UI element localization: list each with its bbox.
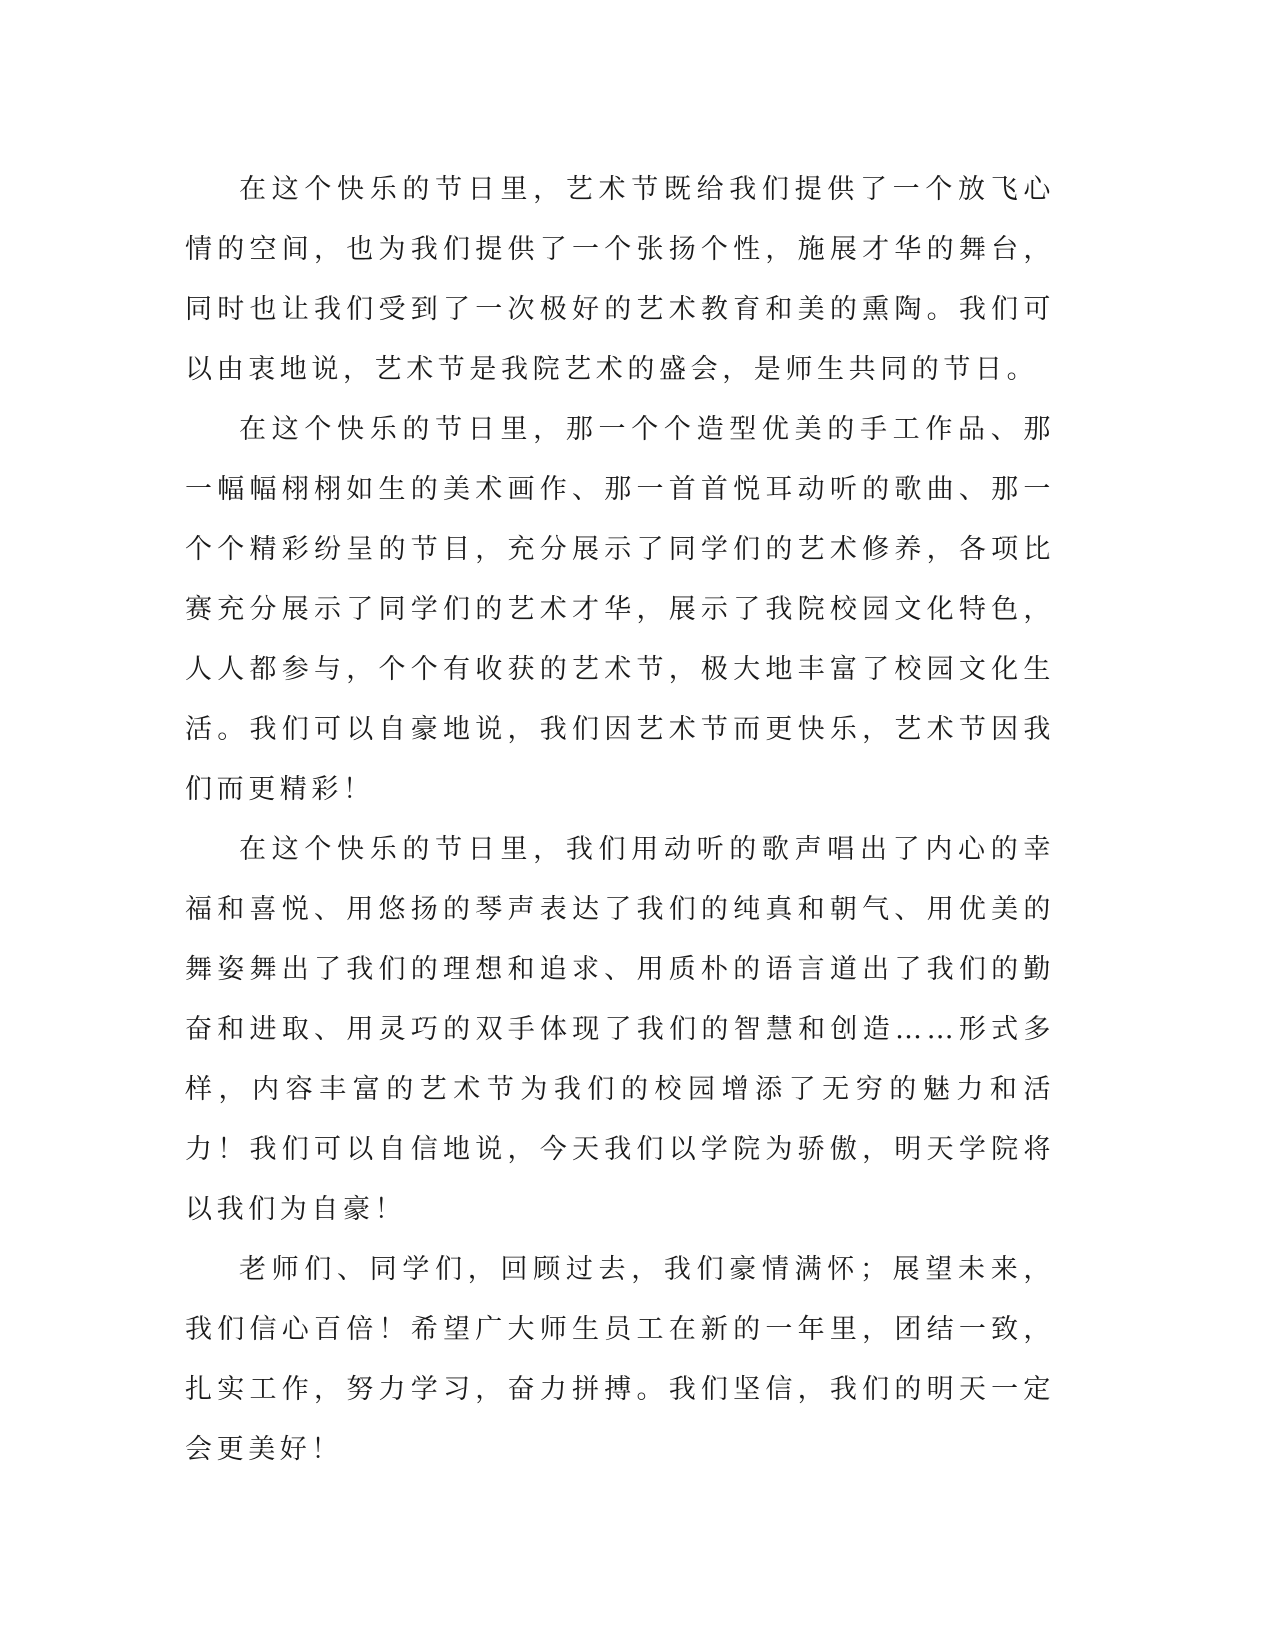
paragraph: 在这个快乐的节日里，艺术节既给我们提供了一个放飞心情的空间，也为我们提供了一个张扬个性，施展才华的舞台，同时也让我们受到了一次极好的艺术教育和美的熏陶。我们可以由衷地说，艺术节是我院艺术的盛会，是师生共同的节日。 xyxy=(185,174,1055,385)
paragraph: 在这个快乐的节日里，那一个个造型优美的手工作品、那一幅幅栩栩如生的美术画作、那一首首悦耳动听的歌曲、那一个个精彩纷呈的节目，充分展示了同学们的艺术修养，各项比赛充分展示了同学们的艺术才华，展示了我院校园文化特色，人人都参与，个个有收获的艺术节，极大地丰富了校园文化生活。我们可以自豪地说，我们因艺术节而更快乐，艺术节因我们而更精彩！ xyxy=(185,414,1055,805)
paragraph: 老师们、同学们，回顾过去，我们豪情满怀；展望未来，我们信心百倍！希望广大师生员工在新的一年里，团结一致，扎实工作，努力学习，奋力拼搏。我们坚信，我们的明天一定会更美好！ xyxy=(185,1254,1055,1465)
paragraph: 在这个快乐的节日里，我们用动听的歌声唱出了内心的幸福和喜悦、用悠扬的琴声表达了我们的纯真和朝气、用优美的舞姿舞出了我们的理想和追求、用质朴的语言道出了我们的勤奋和进取、用灵巧的双手体现了我们的智慧和创造……形式多样，内容丰富的艺术节为我们的校园增添了无穷的魅力和活力！我们可以自信地说，今天我们以学院为骄傲，明天学院将以我们为自豪！ xyxy=(185,834,1055,1225)
document-body xyxy=(185,160,1055,1480)
